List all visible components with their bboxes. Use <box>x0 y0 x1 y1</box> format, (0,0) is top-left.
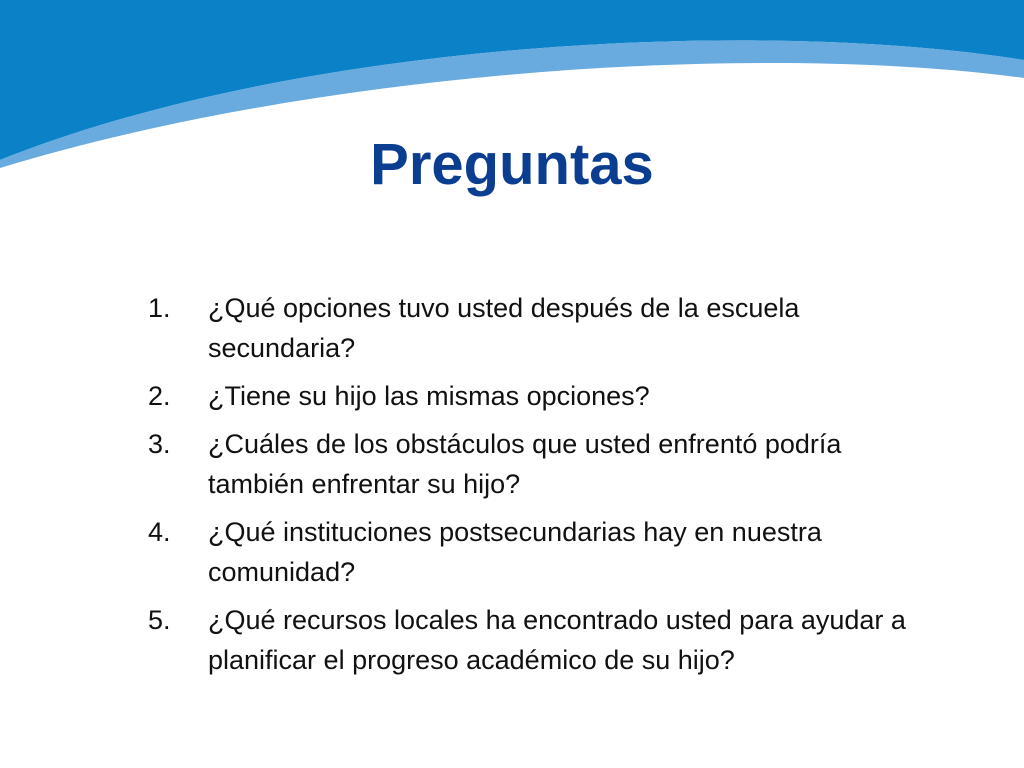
question-item <box>148 600 908 680</box>
question-number: 2. <box>148 381 171 411</box>
question-number: 4. <box>148 517 171 547</box>
question-number: 5. <box>148 605 171 635</box>
question-text: ¿Qué instituciones postsecundarias hay en nuestra comunidad? <box>208 517 822 587</box>
slide-title: Preguntas <box>370 132 654 197</box>
question-item <box>148 424 908 504</box>
question-text: ¿Cuáles de los obstáculos que usted enfrentó podría también enfrentar su hijo? <box>208 429 842 499</box>
question-list <box>148 288 908 688</box>
question-item <box>148 376 908 416</box>
question-number: 1. <box>148 293 171 323</box>
question-number: 3. <box>148 429 171 459</box>
question-text: ¿Tiene su hijo las mismas opciones? <box>208 381 650 411</box>
question-item <box>148 512 908 592</box>
question-text: ¿Qué opciones tuvo usted después de la escuela secundaria? <box>208 293 800 363</box>
question-item <box>148 288 908 368</box>
question-text: ¿Qué recursos locales ha encontrado usted para ayudar a planificar el progreso académico de su hijo? <box>208 605 906 675</box>
